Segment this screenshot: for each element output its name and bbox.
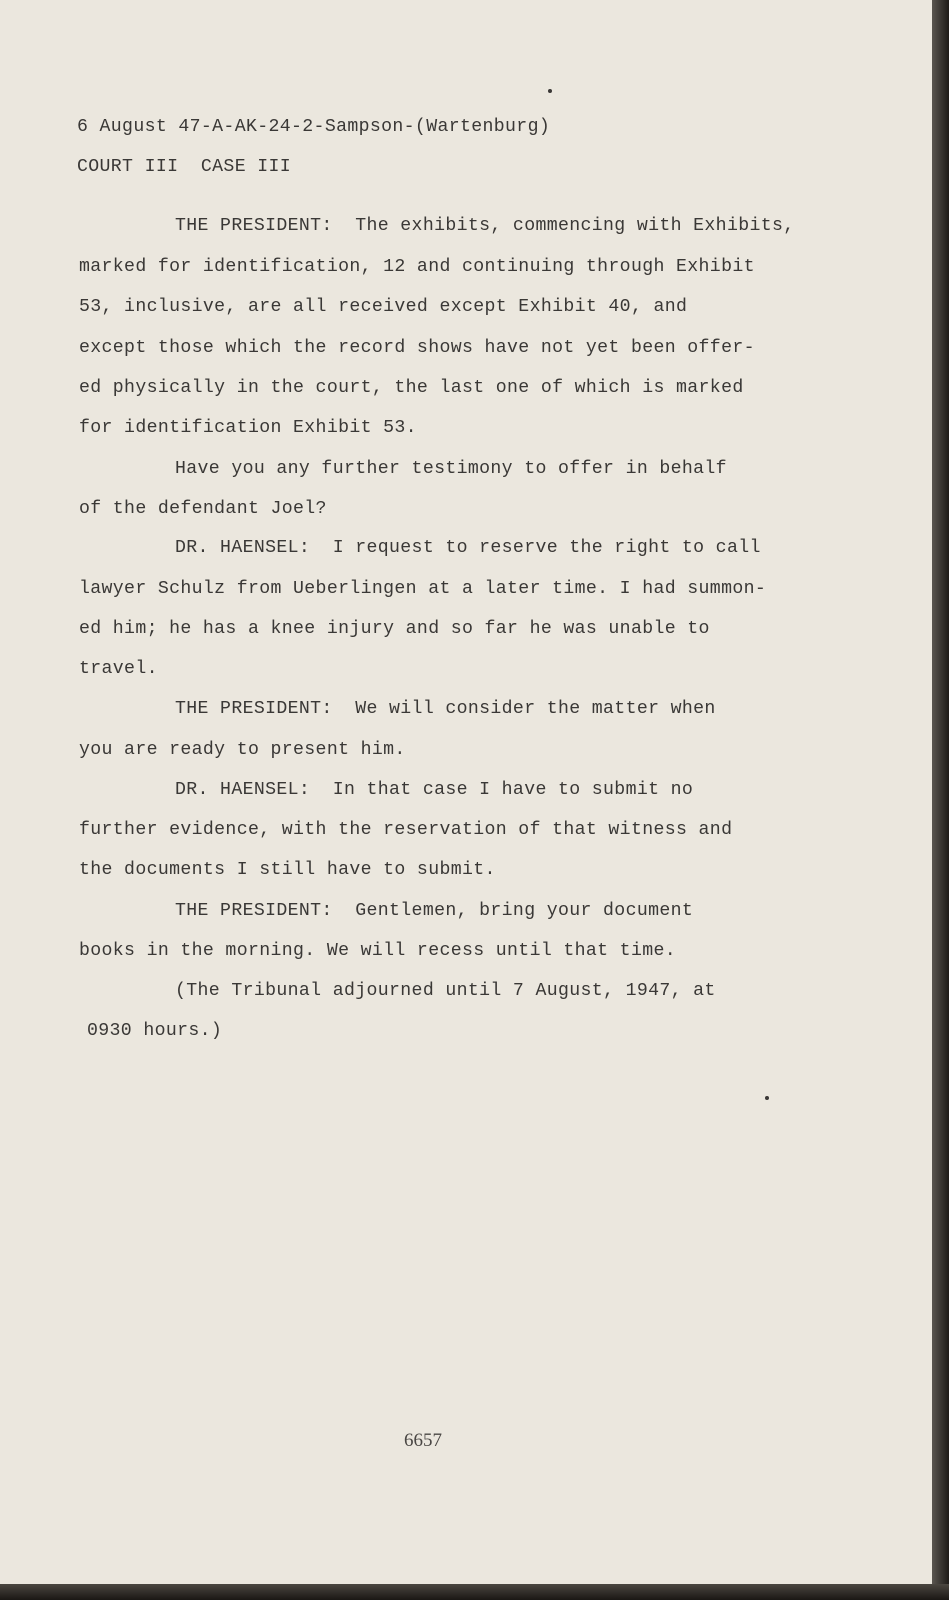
body-line: 0930 hours.) [87,1021,223,1041]
body-line: Have you any further testimony to offer in behalf [175,459,727,479]
body-line: lawyer Schulz from Ueberlingen at a later time. I had summon- [79,579,767,599]
body-line: ed physically in the court, the last one of which is marked [79,378,744,398]
page-number: 6657 [404,1430,442,1451]
body-line: marked for identification, 12 and continuing through Exhibit [79,257,755,277]
body-line: ed him; he has a knee injury and so far he was unable to [79,619,710,639]
scan-edge-bottom [0,1584,949,1600]
body-line: (The Tribunal adjourned until 7 August, 1947, at [175,981,716,1001]
paper-speck [548,89,552,93]
body-line: the documents I still have to submit. [79,860,496,880]
header-line-date-case: 6 August 47-A-AK-24-2-Sampson-(Wartenburg) [77,117,551,137]
paper-speck [765,1096,769,1100]
body-line: THE PRESIDENT: Gentlemen, bring your document [175,901,694,921]
body-line: travel. [79,659,158,679]
body-line: DR. HAENSEL: I request to reserve the right to call [175,538,761,558]
body-line: you are ready to present him. [79,740,406,760]
body-line: THE PRESIDENT: We will consider the matter when [175,699,716,719]
body-line: THE PRESIDENT: The exhibits, commencing with Exhibits, [175,216,795,236]
body-line: of the defendant Joel? [79,499,327,519]
body-line: further evidence, with the reservation of that witness and [79,820,733,840]
body-line: books in the morning. We will recess until that time. [79,941,677,961]
body-line: for identification Exhibit 53. [79,418,417,438]
header-line-court: COURT III CASE III [77,157,292,177]
scan-edge-right [932,0,949,1600]
body-line: DR. HAENSEL: In that case I have to submit no [175,780,694,800]
body-line: except those which the record shows have not yet been offer- [79,338,755,358]
body-line: 53, inclusive, are all received except Exhibit 40, and [79,297,688,317]
